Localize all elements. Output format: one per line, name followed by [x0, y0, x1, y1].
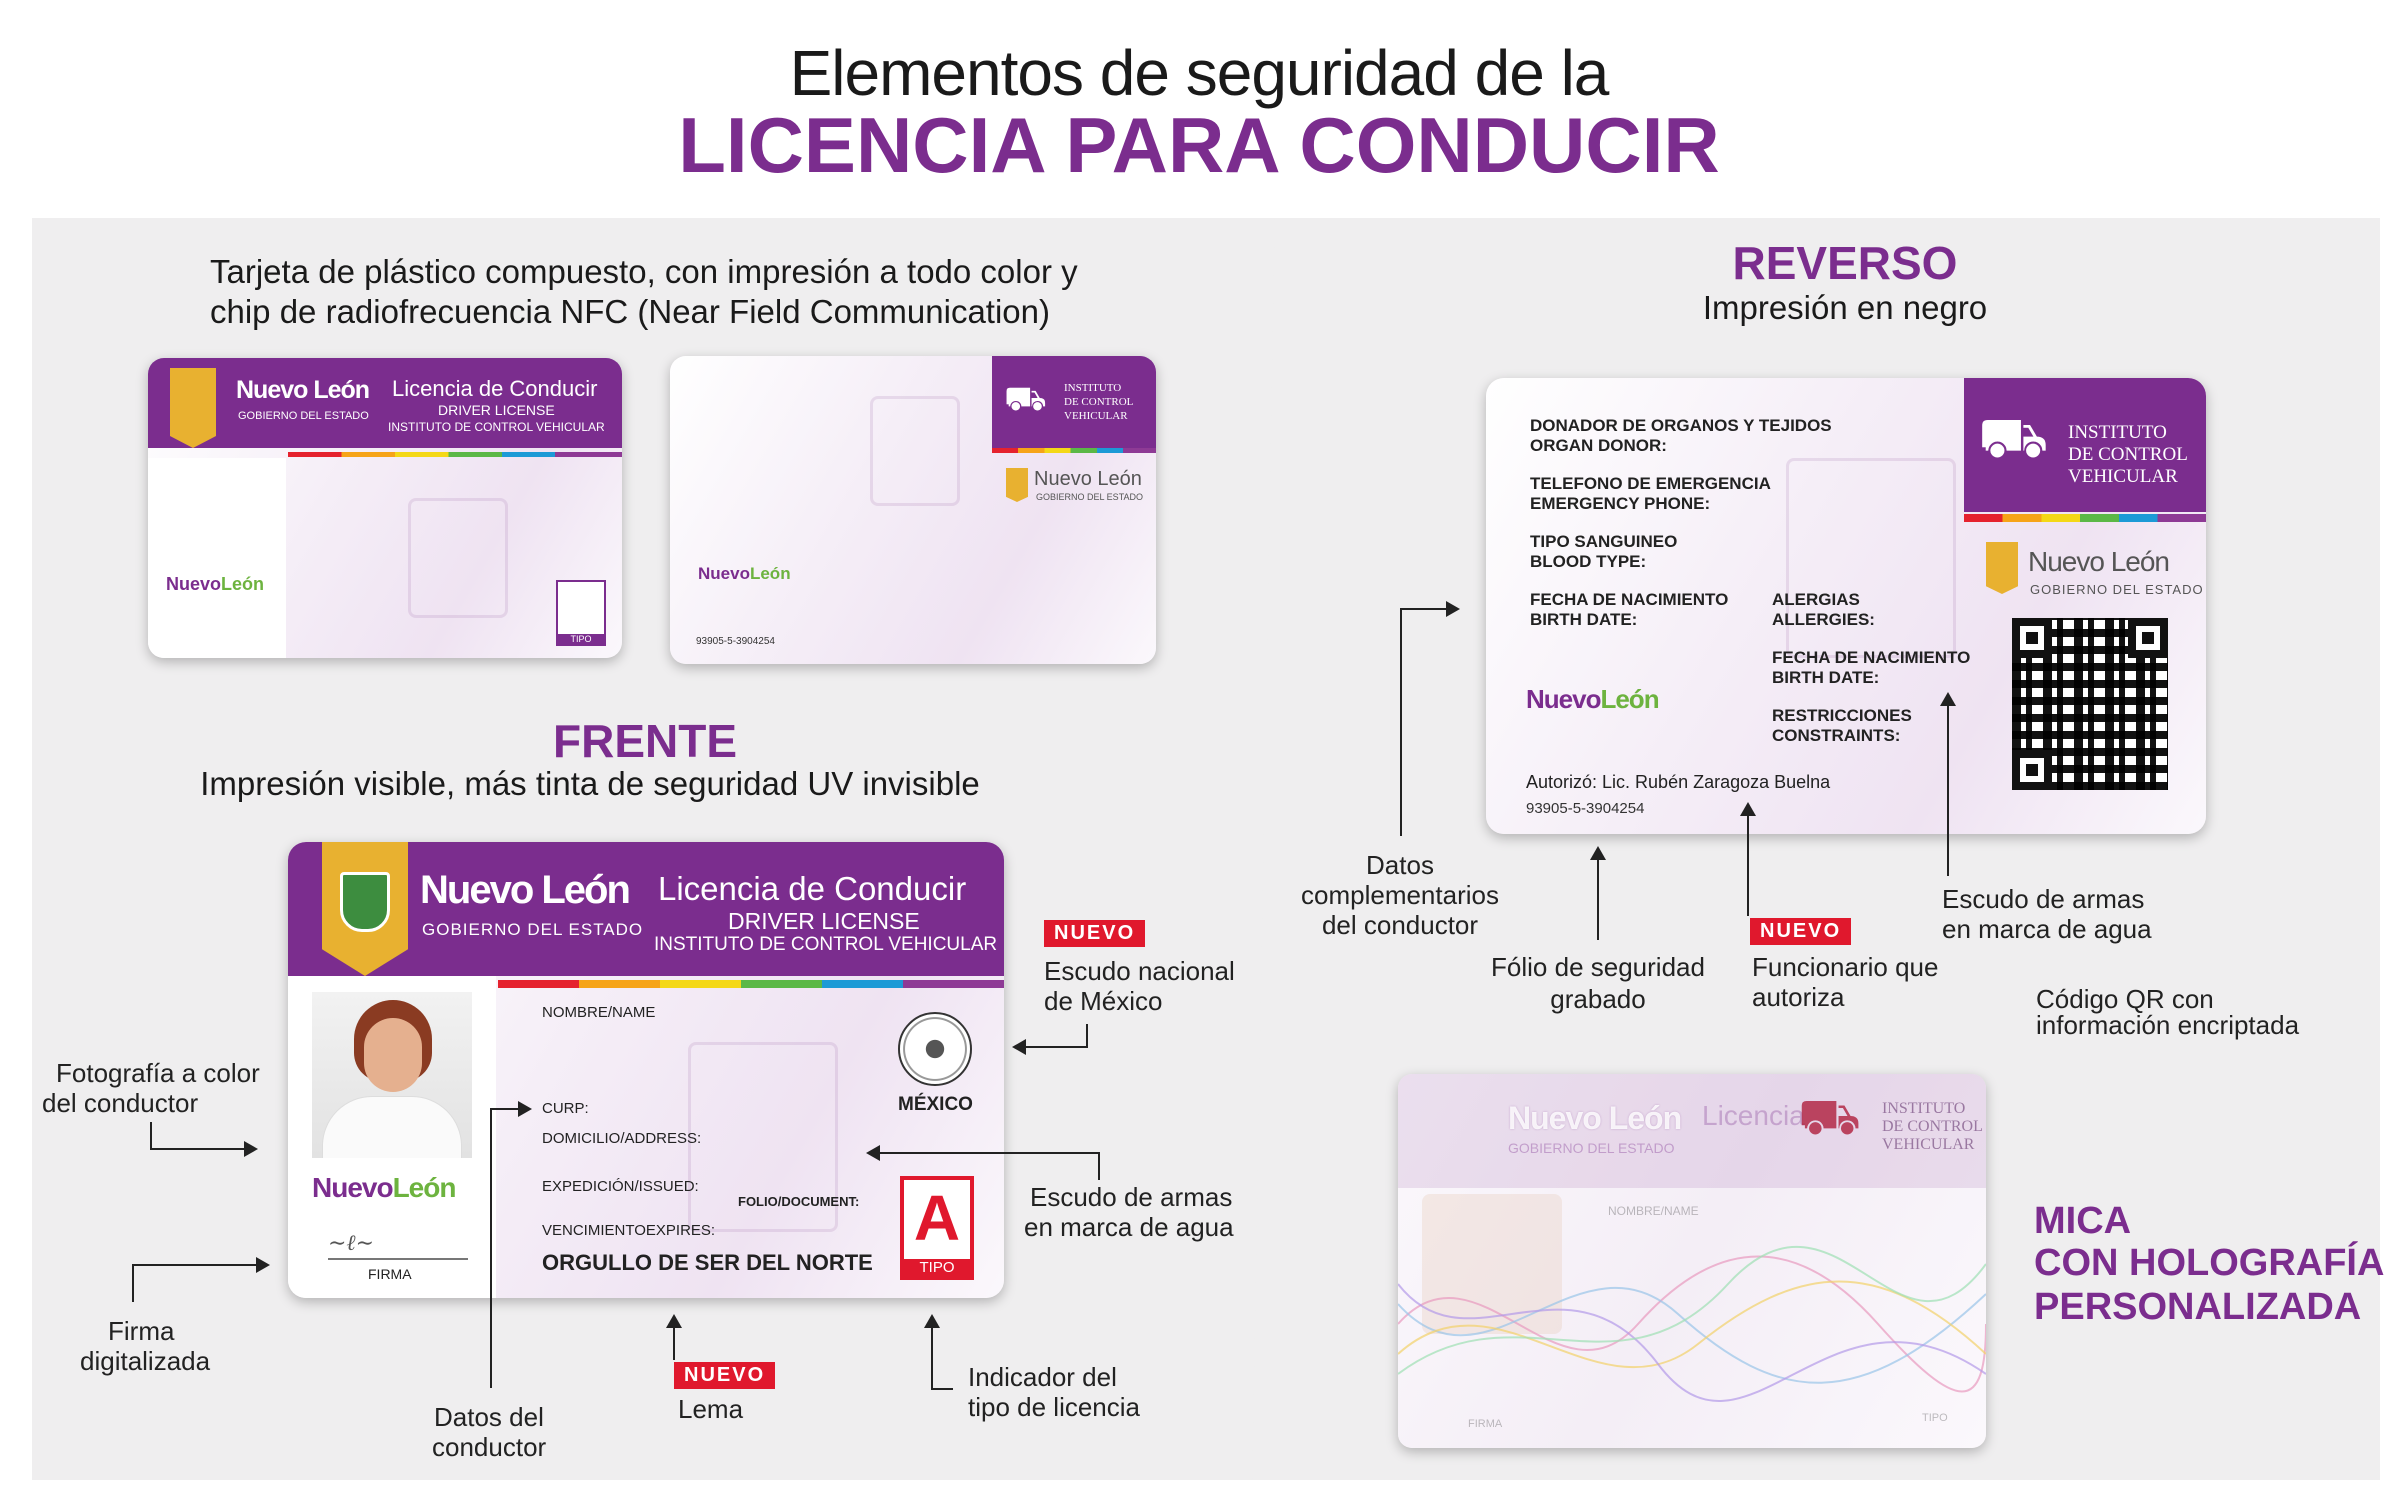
shield-icon	[1006, 468, 1028, 502]
rainbow-stripe	[498, 980, 1004, 988]
mica-brand: Nuevo León	[1508, 1100, 1682, 1136]
institute-icon: ⛟	[1798, 1089, 1861, 1145]
mexico-seal-icon	[898, 1012, 972, 1086]
nl-logo	[1526, 684, 1659, 715]
callout-foto-2: del conductor	[42, 1088, 199, 1118]
watermark	[408, 498, 508, 618]
institute-icon: ⛟	[1004, 380, 1047, 418]
field-donor-en: ORGAN DONOR:	[1530, 436, 1667, 455]
license-sub: DRIVER LICENSE	[438, 402, 555, 418]
big-front-card	[288, 842, 1004, 1298]
field-allergies-es: ALERGIAS	[1772, 590, 1860, 609]
leader-line	[1086, 1024, 1088, 1048]
institute-l2: DE CONTROL	[2068, 444, 2188, 465]
callout-funcionario-2: autoriza	[1752, 982, 1845, 1012]
gov-label: GOBIERNO DEL ESTADO	[238, 410, 369, 422]
rainbow-stripe	[992, 448, 1156, 453]
tipo-label: TIPO	[904, 1259, 970, 1276]
brand-name: Nuevo León	[420, 868, 629, 912]
mica-tipo: TIPO	[1922, 1412, 1948, 1424]
brand-name: Nuevo León	[2028, 546, 2170, 577]
license-sub: DRIVER LICENSE	[728, 908, 920, 934]
leader-line	[132, 1264, 256, 1266]
photo-shoulders	[322, 1096, 462, 1158]
field-birth2-es: FECHA DE NACIMIENTO	[1772, 648, 1971, 667]
field-constraints-en: CONSTRAINTS:	[1772, 726, 1901, 745]
field-blood-en: BLOOD TYPE:	[1530, 552, 1647, 571]
brand-name: Nuevo León	[236, 376, 370, 404]
intro-line-2: chip de radiofrecuencia NFC (Near Field Communication)	[210, 293, 1051, 330]
tipo-box	[900, 1176, 974, 1280]
driver-photo	[312, 992, 472, 1158]
nl-logo	[312, 1172, 455, 1204]
leader-line	[132, 1264, 134, 1302]
callout-foto-1: Fotografía a color	[56, 1058, 260, 1088]
field-domicilio: DOMICILIO/ADDRESS:	[542, 1130, 702, 1147]
field-phone-es: TELEFONO DE EMERGENCIA	[1530, 474, 1771, 493]
rainbow-stripe	[1964, 514, 2206, 522]
arrow-right-icon	[1446, 601, 1460, 617]
field-folio: FOLIO/DOCUMENT:	[738, 1194, 860, 1209]
mica-institute-l1: INSTITUTO	[1882, 1100, 1966, 1117]
license-title: Licencia de Conducir	[392, 376, 598, 401]
mica-firma: FIRMA	[1468, 1418, 1503, 1430]
leader-line	[931, 1326, 933, 1390]
mica-gov: GOBIERNO DEL ESTADO	[1508, 1140, 1675, 1156]
field-birth2-en: BIRTH DATE:	[1772, 668, 1880, 687]
callout-escudo-nac-1: Escudo nacional	[1044, 956, 1235, 986]
logo-leon: León	[749, 564, 791, 583]
callout-datos-comp-3: del conductor	[1321, 910, 1479, 940]
callout-escudo-2: en marca de agua	[1942, 914, 2152, 944]
shield-icon	[1986, 542, 2018, 594]
gov-label: GOBIERNO DEL ESTADO	[422, 920, 644, 939]
callout-firma-1: Firma	[108, 1316, 175, 1346]
callout-lema: Lema	[678, 1394, 744, 1424]
brand-name: Nuevo León	[1034, 468, 1142, 490]
callout-folio-2: grabado	[1550, 984, 1646, 1014]
frente-subtitle: Impresión visible, más tinta de seguridad UV invisible	[200, 765, 980, 802]
leader-line	[1597, 858, 1599, 940]
field-birth-en: BIRTH DATE:	[1530, 610, 1638, 629]
leader-line	[1747, 814, 1749, 916]
institute-l1: INSTITUTO	[1064, 382, 1122, 394]
leader-line	[931, 1388, 953, 1390]
firma-label: FIRMA	[368, 1266, 412, 1282]
field-expedicion: EXPEDICIÓN/ISSUED:	[542, 1178, 699, 1195]
mica-card	[1398, 1074, 1986, 1448]
logo-leon: León	[221, 574, 265, 594]
mica-heading-3: PERSONALIZADA	[2034, 1286, 2362, 1328]
institute-l1: INSTITUTO	[2068, 422, 2167, 443]
coat-of-arms-icon	[340, 872, 390, 932]
gov-label: GOBIERNO DEL ESTADO	[2030, 582, 2204, 597]
leader-line	[490, 1108, 492, 1388]
callout-indicador-1: Indicador del	[968, 1362, 1117, 1392]
license-title: Licencia de Conducir	[658, 870, 967, 907]
reverso-subtitle: Impresión en negro	[1702, 289, 1988, 326]
frente-heading: FRENTE	[553, 715, 737, 767]
field-phone-en: EMERGENCY PHONE:	[1530, 494, 1711, 513]
mica-lic: Licencia	[1702, 1100, 1805, 1131]
leader-line	[150, 1122, 152, 1150]
institute-label: INSTITUTO DE CONTROL VEHICULAR	[388, 420, 605, 434]
field-birth-es: FECHA DE NACIMIENTO	[1530, 590, 1729, 609]
intro-line-1: Tarjeta de plástico compuesto, con impresión a todo color y	[210, 253, 1078, 290]
serial-number: 93905-5-3904254	[696, 636, 775, 647]
leader-line	[1400, 608, 1448, 610]
title-line-2: LICENCIA PARA CONDUCIR	[678, 101, 1720, 189]
back-card	[1486, 378, 2206, 834]
qr-finder	[2128, 618, 2168, 658]
nuevo-badge-lema: NUEVO	[674, 1362, 775, 1389]
lema-text: ORGULLO DE SER DEL NORTE	[542, 1250, 873, 1275]
tipo-label: TIPO	[558, 634, 604, 644]
callout-datos-2: conductor	[432, 1432, 547, 1462]
callout-datos-comp-1: Datos	[1366, 850, 1434, 880]
watermark	[870, 396, 960, 506]
logo-leon: León	[1600, 684, 1659, 714]
gov-label: GOBIERNO DEL ESTADO	[1036, 492, 1144, 502]
logo-leon: León	[392, 1172, 456, 1203]
mica-heading-2: CON HOLOGRAFÍA	[2034, 1242, 2385, 1284]
arrow-right-icon	[256, 1257, 270, 1273]
leader-line	[150, 1148, 244, 1150]
leader-line	[673, 1326, 675, 1360]
field-allergies-en: ALLERGIES:	[1772, 610, 1875, 629]
callout-folio-1: Fólio de seguridad	[1491, 952, 1705, 982]
callout-firma-2: digitalizada	[80, 1346, 211, 1376]
logo-nuevo: Nuevo	[698, 564, 750, 583]
qr-finder	[2012, 618, 2052, 658]
nuevo-badge-funcionario: NUEVO	[1750, 918, 1851, 945]
field-donor-es: DONADOR DE ORGANOS Y TEJIDOS	[1530, 416, 1832, 435]
callout-escudo-nac-2: de México	[1044, 986, 1163, 1016]
callout-qr-1: Código QR con	[2036, 984, 2214, 1014]
institute-l2: DE CONTROL	[1064, 396, 1134, 408]
mica-heading-1: MICA	[2034, 1200, 2132, 1242]
field-vencimiento: VENCIMIENTOEXPIRES:	[542, 1222, 716, 1239]
leader-line	[1026, 1046, 1088, 1048]
callout-qr-2: información encriptada	[2036, 1010, 2300, 1040]
institute-l3: VEHICULAR	[2068, 466, 2178, 487]
callout-datos-comp-2: complementarios	[1301, 880, 1499, 910]
leader-line	[1098, 1152, 1100, 1180]
leader-line	[878, 1152, 1100, 1154]
authorizer: Autorizó: Lic. Rubén Zaragoza Buelna	[1526, 772, 1831, 792]
mica-institute-l2: DE CONTROL	[1882, 1118, 1983, 1135]
photo-face	[364, 1018, 422, 1092]
nuevo-badge-escudo: NUEVO	[1044, 920, 1145, 947]
field-constraints-es: RESTRICCIONES	[1772, 706, 1912, 725]
shield-icon	[170, 368, 216, 448]
institute-icon: ⛟	[1978, 406, 2049, 469]
qr-finder	[2012, 750, 2052, 790]
arrow-left-icon	[1012, 1039, 1026, 1055]
logo-nuevo: Nuevo	[312, 1172, 393, 1203]
arrow-right-icon	[518, 1101, 532, 1117]
signature: ∼ℓ∼	[328, 1230, 468, 1260]
hologram-waves	[1398, 1224, 1986, 1424]
field-blood-es: TIPO SANGUINEO	[1530, 532, 1678, 551]
serial-number: 93905-5-3904254	[1526, 800, 1645, 817]
callout-indicador-2: tipo de licencia	[968, 1392, 1140, 1422]
logo-nuevo: Nuevo	[1526, 684, 1601, 714]
field-nombre: NOMBRE/NAME	[542, 1004, 656, 1021]
institute-label: INSTITUTO DE CONTROL VEHICULAR	[654, 934, 998, 955]
tipo-box	[556, 580, 606, 646]
callout-escudo-armas-1: Escudo de armas	[1030, 1182, 1233, 1212]
logo-nuevo: Nuevo	[166, 574, 222, 594]
institute-l3: VEHICULAR	[1064, 410, 1128, 422]
small-back-card	[670, 356, 1156, 664]
reverso-heading: REVERSO	[1732, 237, 1958, 289]
callout-datos-1: Datos del	[434, 1402, 544, 1432]
small-front-card	[148, 358, 622, 658]
leader-line	[1400, 608, 1402, 836]
title-line-1: Elementos de seguridad de la	[789, 37, 1609, 109]
nl-logo	[698, 564, 791, 584]
field-curp: CURP:	[542, 1100, 589, 1117]
leader-line	[1947, 704, 1949, 876]
photo-area	[148, 458, 286, 658]
callout-escudo-armas-2: en marca de agua	[1024, 1212, 1234, 1242]
mica-institute-l3: VEHICULAR	[1882, 1136, 1975, 1153]
nl-logo	[166, 574, 264, 595]
callout-funcionario-1: Funcionario que	[1752, 952, 1939, 982]
leader-line	[490, 1108, 520, 1110]
tipo-letter: A	[913, 1182, 961, 1254]
mica-nombre: NOMBRE/NAME	[1608, 1204, 1699, 1218]
mexico-label: MÉXICO	[898, 1094, 973, 1115]
rainbow-stripe	[288, 452, 622, 457]
arrow-right-icon	[244, 1141, 258, 1157]
callout-escudo-1: Escudo de armas	[1942, 884, 2145, 914]
